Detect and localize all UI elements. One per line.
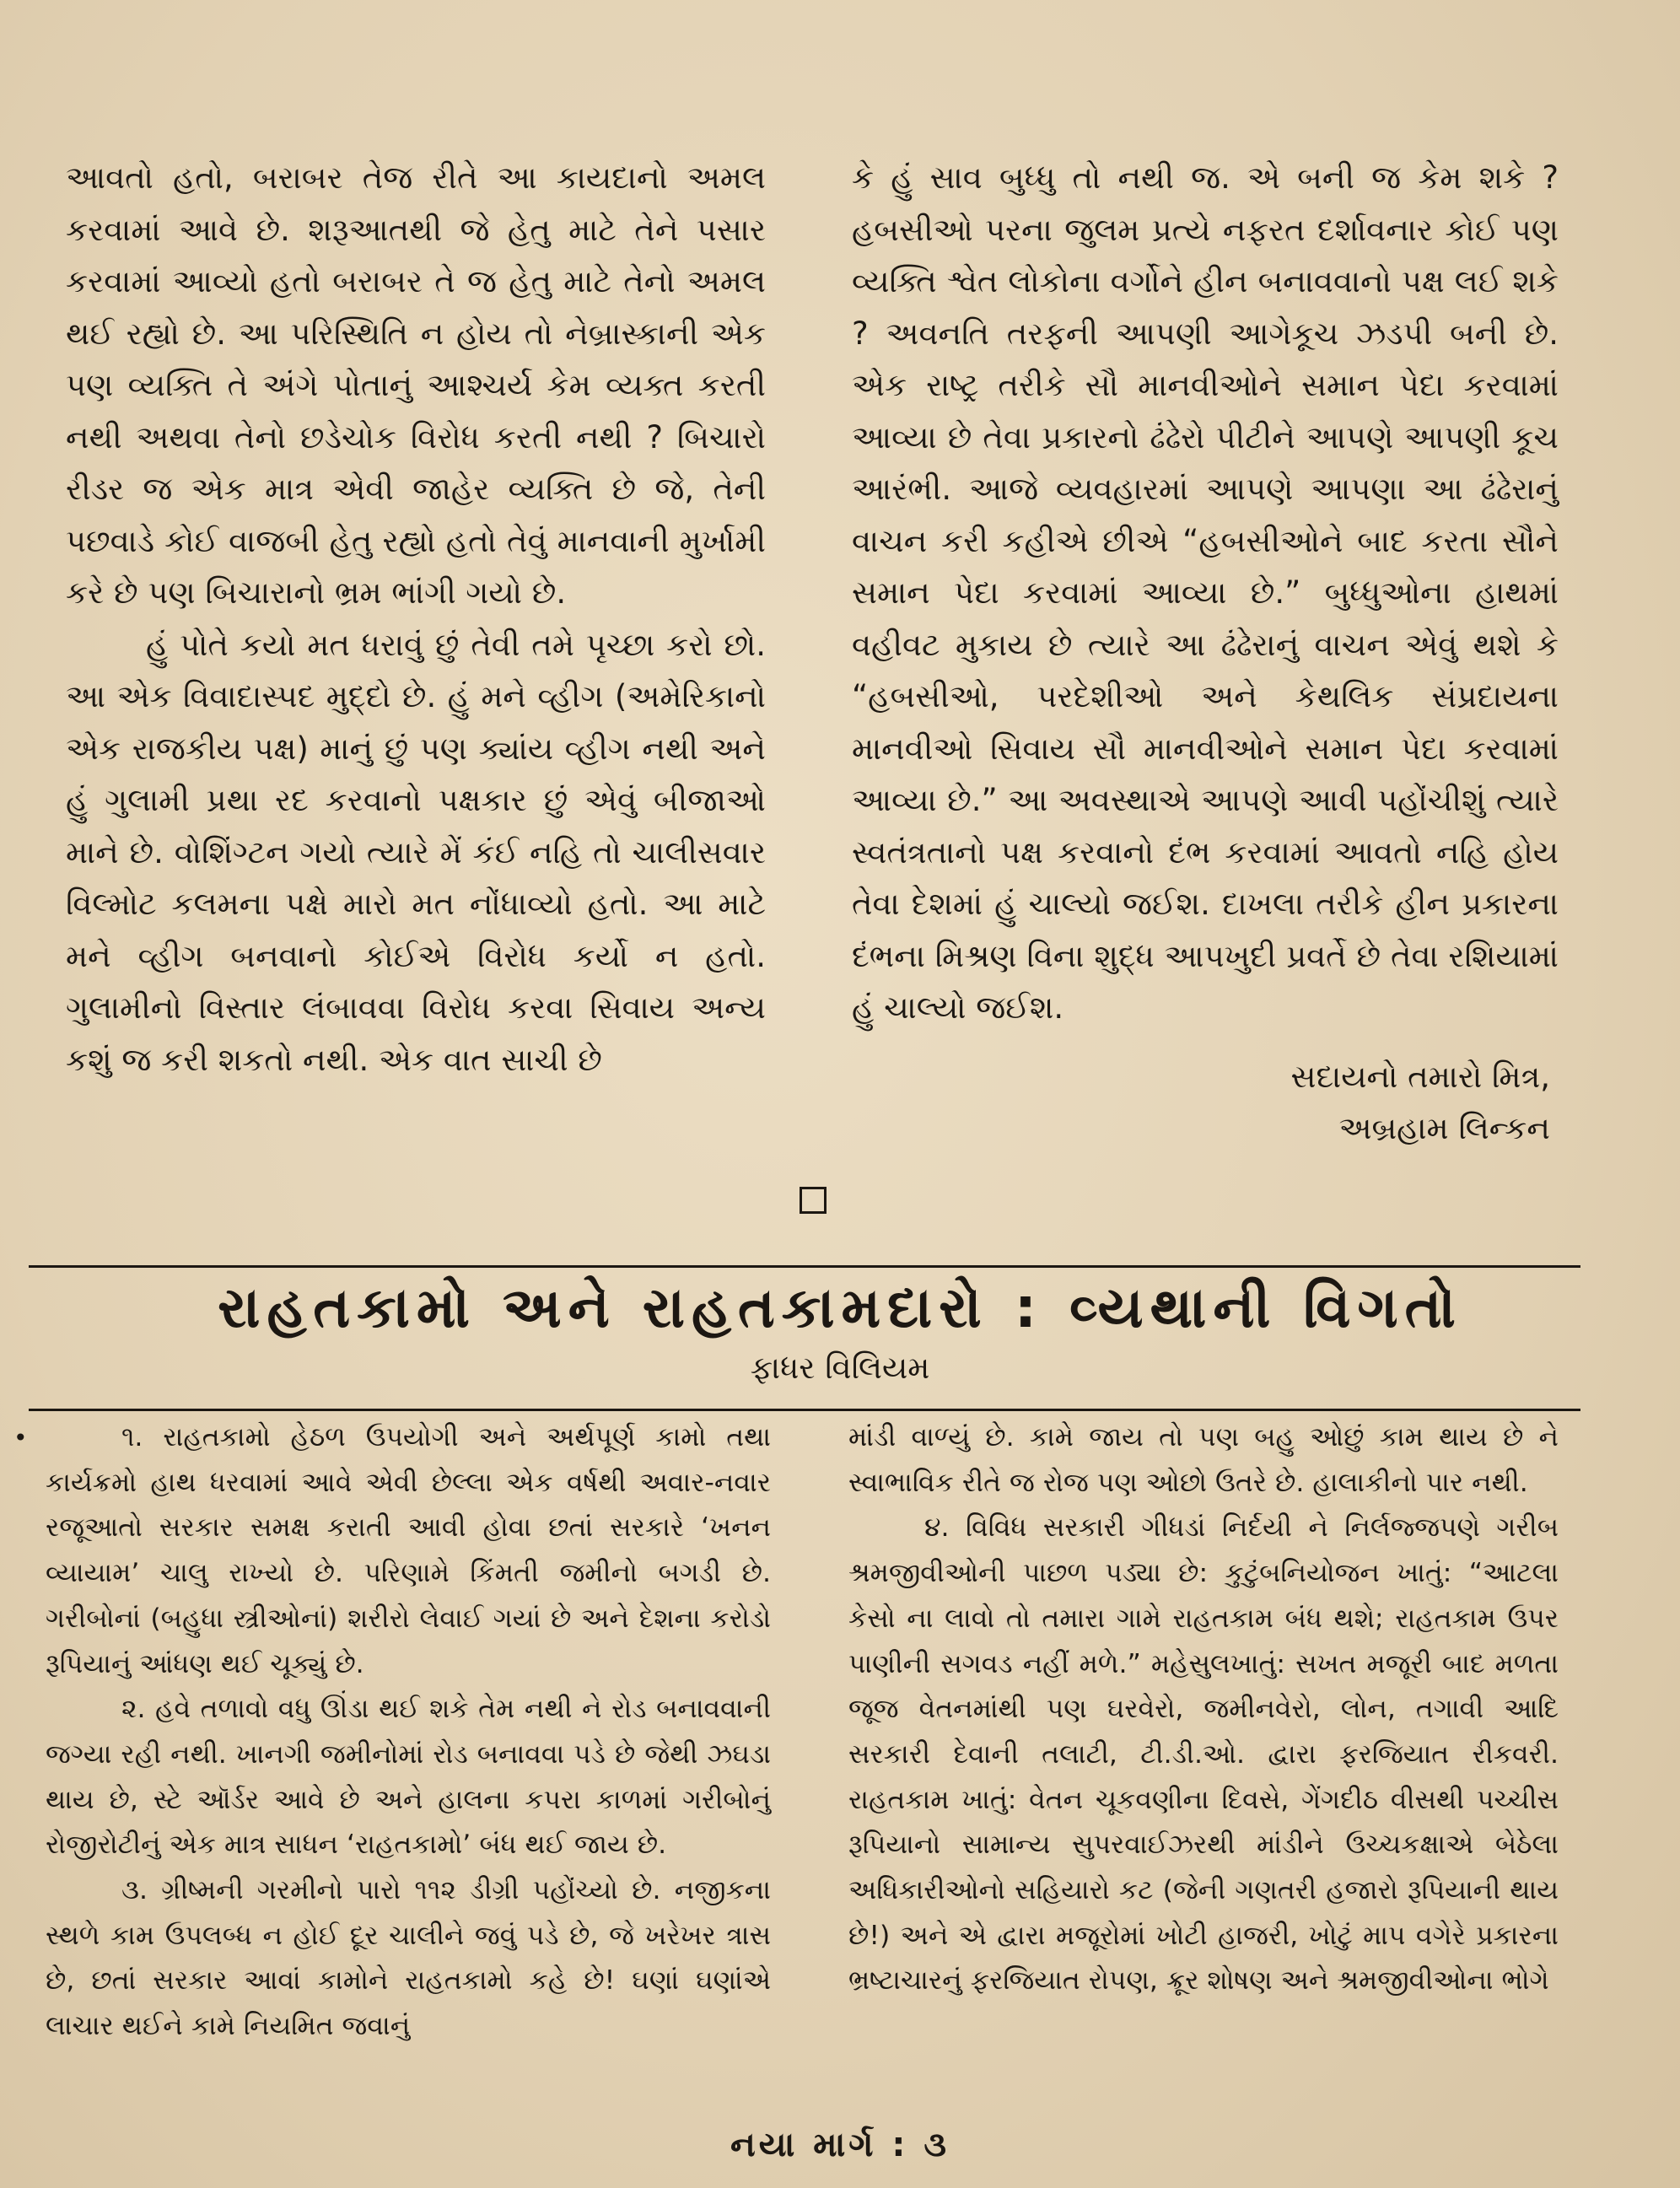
section-separator-square (800, 1187, 827, 1214)
article-title: રાહતકામો અને રાહતકામદારો : વ્યથાની વિગતો (218, 1275, 1462, 1340)
article2-right-paragraph-2: ૪. વિવિધ સરકારી ગીધડાં નિર્દયી ને નિર્લજ્જપણે ગરીબ શ્રમજીવીઓની પાછળ પડ્યા છે: કુટુંબનિયોજન ખાતું: “આટલા કેસો ના લાવો તો તમારા ગામે રાહતકામ બંધ થશે; રાહતકામ ઉપર પાણીની સગવડ નહીં મળે.” મહેસુલખાતું: સખત મજૂરી બાદ મળતા જૂજ વેતનમાંથી પણ ઘરવેરો, જમીનવેરો, લોન, તગાવી આદિ સરકારી દેવાની તલાટી, ટી.ડી.ઓ. દ્વારા ફરજિયાત રીકવરી. રાહતકામ ખાતું: વેતન ચૂકવણીના દિવસે, ગેંગદીઠ વીસથી પચ્ચીસ રૂપિયાનો સામાન્ય સુપરવાઈઝરથી માંડીને ઉચ્ચકક્ષાએ બેઠેલા અધિકારીઓનો સહિયારો કટ (જેની ગણતરી હજારો રૂપિયાની થાય છે!) અને એ દ્વારા મજૂરોમાં ખોટી હાજરી, ખોટું માપ વગેરે પ્રકારના ભ્રષ્ટાચારનું ફરજિયાત રોપણ, ક્રૂર શોષણ અને શ્રમજીવીઓના ભોગે (848, 1512, 1559, 1997)
article2-left-paragraph-2: ૨. હવે તળાવો વધુ ઊંડા થઈ શકે તેમ નથી ને રોડ બનાવવાની જગ્યા રહી નથી. ખાનગી જમીનોમાં રોડ બનાવવા પડે છે જેથી ઝઘડા થાય છે, સ્ટે ઑર્ડર આવે છે અને હાલના કપરા કાળમાં ગરીબોનું રોજીરોટીનું એક માત્ર સાધન ‘રાહતકામો’ બંધ થઈ જાય છે. (46, 1694, 771, 1861)
article1-right-column (852, 152, 1559, 1155)
title-bottom-rule (29, 1409, 1580, 1411)
article2-left-paragraph-1: ૧. રાહતકામો હેઠળ ઉપયોગી અને અર્થપૂર્ણ કામો તથા કાર્યક્રમો હાથ ધરવામાં આવે એવી છેલ્લા એક વર્ષથી અવાર-નવાર રજૂઆતો સરકાર સમક્ષ કરાતી આવી હોવા છતાં સરકારે ‘ખનન વ્યાયામ’ ચાલુ રાખ્યો છે. પરિણામે કિંમતી જમીનો બગડી છે. ગરીબોનાં (બહુધા સ્ત્રીઓનાં) શરીરો લેવાઈ ગયાં છે અને દેશના કરોડો રૂપિયાનું આંધણ થઈ ચૂક્યું છે. (46, 1422, 771, 1679)
signature: અબ્રહામ લિન્કન (1338, 1110, 1550, 1146)
page-footer: નયા માર્ગ : ૩ (730, 2126, 950, 2164)
title-top-rule (29, 1265, 1580, 1268)
article-byline: ફાધર વિલિયમ (750, 1350, 930, 1386)
closing-salutation: સદાયનો તમારો મિત્ર, (1290, 1058, 1550, 1095)
article2-right-paragraph-1: માંડી વાળ્યું છે. કામે જાય તો પણ બહુ ઓછું કામ થાય છે ને સ્વાભાવિક રીતે જ રોજ પણ ઓછો ઉતરે છે. હાલાકીનો પાર નથી. (848, 1422, 1559, 1498)
article2-left-column (46, 1415, 771, 2050)
article2-left-paragraph-3: ૩. ગ્રીષ્મની ગરમીનો પારો ૧૧૨ ડીગ્રી પહોંચ્યો છે. નજીકના સ્થળે કામ ઉપલબ્ધ ન હોઈ દૂર ચાલીને જવું પડે છે, જે ખરેખર ત્રાસ છે, છતાં સરકાર આવાં કામોને રાહતકામો કહે છે! ઘણાં ઘણાંએ લાચાર થઈને કામે નિયમિત જવાનું (46, 1875, 771, 2042)
article1-left-paragraph-2: હું પોતે કયો મત ધરાવું છું તેવી તમે પૃચ્છા કરો છો. આ એક વિવાદાસ્પદ મુદ્દો છે. હું મને વ્હીગ (અમેરિકાનો એક રાજકીય પક્ષ) માનું છું પણ ક્યાંય વ્હીગ નથી અને હું ગુલામી પ્રથા રદ કરવાનો પક્ષકાર છું એવું બીજાઓ માને છે. વોશિંગ્ટન ગયો ત્યારે મેં કંઈ નહિ તો ચાલીસવાર વિલ્મોટ કલમના પક્ષે મારો મત નોંધાવ્યો હતો. આ માટે મને વ્હીગ બનવાનો કોઈએ વિરોધ કર્યો ન હતો. ગુલામીનો વિસ્તાર લંબાવવા વિરોધ કરવા સિવાય અન્ય કશું જ કરી શકતો નથી. એક વાત સાચી છે (66, 626, 766, 1078)
article1-left-column (66, 152, 766, 1086)
article1-left-paragraph-1: આવતો હતો, બરાબર તેજ રીતે આ કાયદાનો અમલ કરવામાં આવે છે. શરૂઆતથી જે હેતુ માટે તેને પસાર કરવામાં આવ્યો હતો બરાબર તે જ હેતુ માટે તેનો અમલ થઈ રહ્યો છે. આ પરિસ્થિતિ ન હોય તો નેબ્રાસ્કાની એક પણ વ્યક્તિ તે અંગે પોતાનું આશ્ચર્ય કેમ વ્યક્ત કરતી નથી અથવા તેનો છડેચોક વિરોધ કરતી નથી ? બિચારો રીડર જ એક માત્ર એવી જાહેર વ્યક્તિ છે જે, તેની પછવાડે કોઈ વાજબી હેતુ રહ્યો હતો તેવું માનવાની મુર્ખામી કરે છે પણ બિચારાનો ભ્રમ ભાંગી ગયો છે. (66, 159, 766, 611)
article1-right-paragraph-1: કે હું સાવ બુધ્ધુ તો નથી જ. એ બની જ કેમ શકે ? હબસીઓ પરના જુલમ પ્રત્યે નફરત દર્શાવનાર કોઈ પણ વ્યક્તિ શ્વેત લોકોના વર્ગોને હીન બનાવવાનો પક્ષ લઈ શકે ? અવનતિ તરફની આપણી આગેકૂચ ઝડપી બની છે. એક રાષ્ટ્ર તરીકે સૌ માનવીઓને સમાન પેદા કરવામાં આવ્યા છે તેવા પ્રકારનો ઢંઢેરો પીટીને આપણે આપણી કૂચ આરંભી. આજે વ્યવહારમાં આપણે આપણા આ ઢંઢેરાનું વાચન કરી કહીએ છીએ “હબસીઓને બાદ કરતા સૌને સમાન પેદા કરવામાં આવ્યા છે.” બુધ્ધુઓના હાથમાં વહીવટ મુકાય છે ત્યારે આ ઢંઢેરાનું વાચન એવું થશે કે “હબસીઓ, પરદેશીઓ અને કેથલિક સંપ્રદાયના માનવીઓ સિવાય સૌ માનવીઓને સમાન પેદા કરવામાં આવ્યા છે.” આ અવસ્થાએ આપણે આવી પહોંચીશું ત્યારે સ્વતંત્રતાનો પક્ષ કરવાનો દંભ કરવામાં આવતો નહિ હોય તેવા દેશમાં હું ચાલ્યો જઈશ. દાખલા તરીકે હીન પ્રકારના દંભના મિશ્રણ વિના શુદ્ધ આપખુદી પ્રવર્તે છે તેવા રશિયામાં હું ચાલ્યો જઈશ. (852, 159, 1559, 1026)
article2-right-column (848, 1415, 1559, 2004)
letter-closing (852, 1051, 1559, 1155)
margin-bullet: • (13, 1424, 28, 1452)
